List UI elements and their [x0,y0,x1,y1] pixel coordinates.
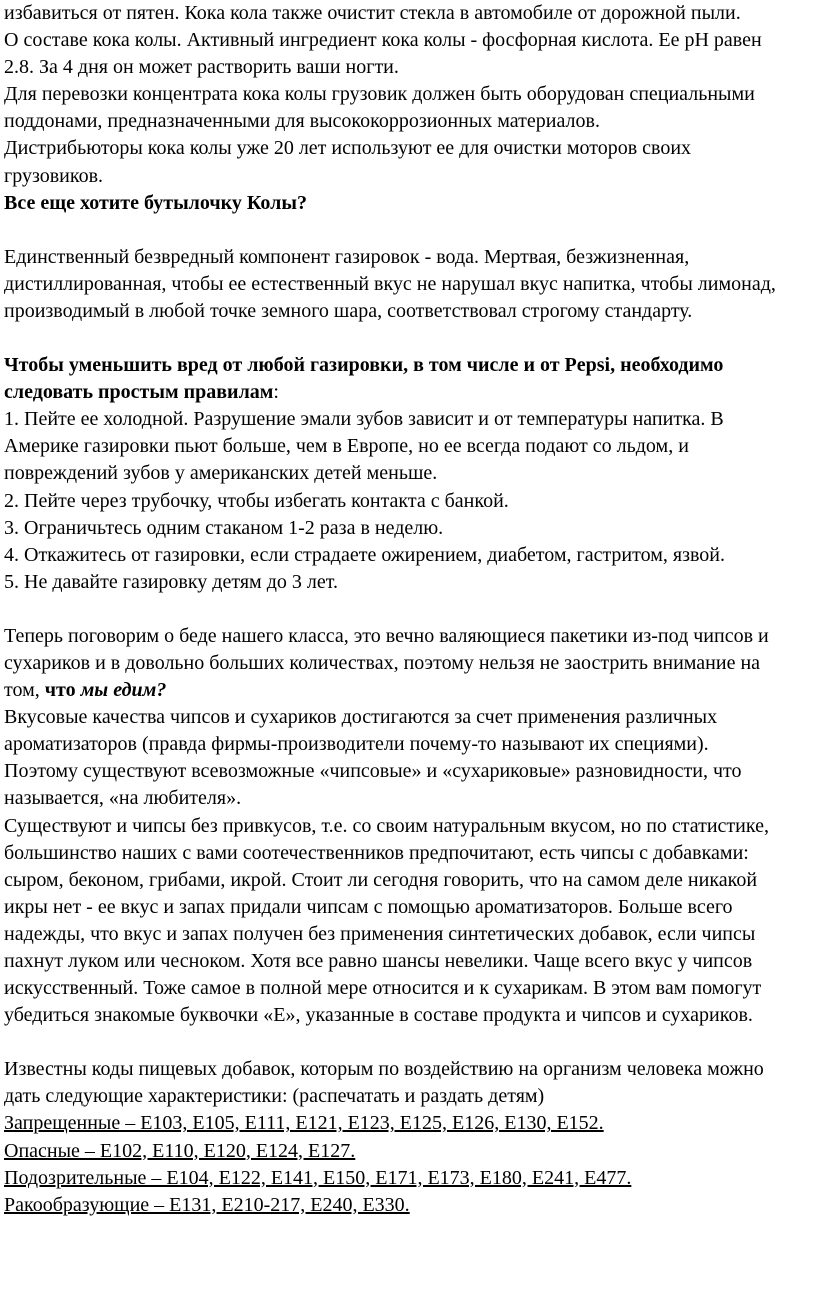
rule-item: Америке газировки пьют больше, чем в Европе, но ее всегда подают со льдом, и [4,435,689,458]
rule-item: повреждений зубов у американских детей меньше. [4,462,438,485]
text-line: избавиться от пятен. Кока кола также очистит стекла в автомобиле от дорожной пыли. [4,2,741,24]
rule-item: 2. Пейте через трубочку, чтобы избегать контакта с банкой. [4,489,509,512]
suspicious-additives: Подозрительные – Е104, Е122, Е141, Е150, Е171, Е173, Е180, Е241, Е477. [4,1166,632,1189]
bold-question: Все еще хотите бутылочку Колы? [4,191,307,214]
chips-section [4,623,794,1029]
text-line: Вкусовые качества чипсов и сухариков достигаются за счет применения различных [4,706,718,729]
text-line: 2.8. За 4 дня он может растворить ваши ногти. [4,56,399,79]
text-line: поддонами, предназначенными для высококоррозионных материалов. [4,110,600,133]
text-line: сыром, беконом, грибами, икрой. Стоит ли сегодня говорить, что на самом деле никакой [4,868,758,891]
text-line: убедиться знакомые буквочки «Е», указанные в составе продукта и чипсов и сухариков. [4,1004,753,1027]
text-line: пахнут луком или чесноком. Хотя все равно шансы невелики. Чаще всего вкус у чипсов [4,950,753,972]
text-line: том, что мы едим? [4,679,167,702]
paragraph-gap [4,1029,794,1056]
text-line: ароматизаторов (правда фирмы-производители почему-то называют их специями). [4,733,709,756]
what-we-eat: мы едим? [80,679,167,702]
coca-cola-section [4,0,794,217]
text-line: Существуют и чипсы без привкусов, т.е. со своим натуральным вкусом, но по статистике, [4,814,769,837]
paragraph-gap [4,217,794,244]
text-line: дать следующие характеристики: (распечатать и раздать детям) [4,1085,545,1108]
rule-item: 4. Откажитесь от газировки, если страдаете ожирением, диабетом, гастритом, язвой. [4,543,725,566]
rule-item: 3. Ограничьтесь одним стаканом 1-2 раза в неделю. [4,516,444,539]
text-line: дистиллированная, чтобы ее естественный вкус не нарушал вкус напитка, чтобы лимонад, [4,272,776,295]
text-line: искусственный. Тоже самое в полной мере относится и к сухарикам. В этом вам помогут [4,977,762,1000]
dangerous-additives: Опасные – Е102, Е110, Е120, Е124, Е127. [4,1139,356,1162]
text-line: Известны коды пищевых добавок, которым по воздействию на организм человека можно [4,1058,764,1081]
rules-heading-line2: следовать простым правилам: [4,381,279,404]
rule-item: 1. Пейте ее холодной. Разрушение эмали зубов зависит и от температуры напитка. В [4,408,724,431]
text-line: сухариков и в довольно больших количествах, поэтому нельзя не заострить внимание на [4,651,761,674]
text-line: Поэтому существуют всевозможные «чипсовые» и «сухариковые» разновидности, что [4,760,742,783]
paragraph-gap [4,596,794,623]
rules-section [4,352,794,596]
text-line: Дистрибьюторы кока колы уже 20 лет используют ее для очистки моторов своих [4,137,692,160]
text-line: Теперь поговорим о беде нашего класса, это вечно валяющиеся пакетики из-под чипсов и [4,624,769,647]
rule-item: 5. Не давайте газировку детям до 3 лет. [4,570,338,593]
additives-section [4,1056,794,1219]
text-line: грузовиков. [4,164,104,187]
text-line: большинство наших с вами соотечественников предпочитают, есть чипсы с добавками: [4,841,749,864]
paragraph-gap [4,325,794,352]
text-line: надежды, что вкус и запах получен без применения синтетических добавок, если чипсы [4,922,756,945]
forbidden-additives: Запрещенные – Е103, Е105, Е111, Е121, Е123, Е125, Е126, Е130, Е152. [4,1112,604,1135]
text-line: Единственный безвредный компонент газировок - вода. Мертвая, безжизненная, [4,245,690,268]
text-line: производимый в любой точке земного шара, соответствовал строгому стандарту. [4,299,693,322]
water-section [4,244,794,325]
text-line: Для перевозки концентрата кока колы грузовик должен быть оборудован специальными [4,83,755,106]
text-line: О составе кока колы. Активный ингредиент кока колы - фосфорная кислота. Ее pH равен [4,29,762,52]
rules-heading: Чтобы уменьшить вред от любой газировки, в том числе и от Pepsi, необходимо [4,354,724,377]
text-line: называется, «на любителя». [4,787,242,810]
text-line: икры нет - ее вкус и запах придали чипсам с помощью ароматизаторов. Больше всего [4,895,733,918]
carcinogenic-additives: Ракообразующие – Е131, Е210-217, Е240, Е330. [4,1193,410,1216]
